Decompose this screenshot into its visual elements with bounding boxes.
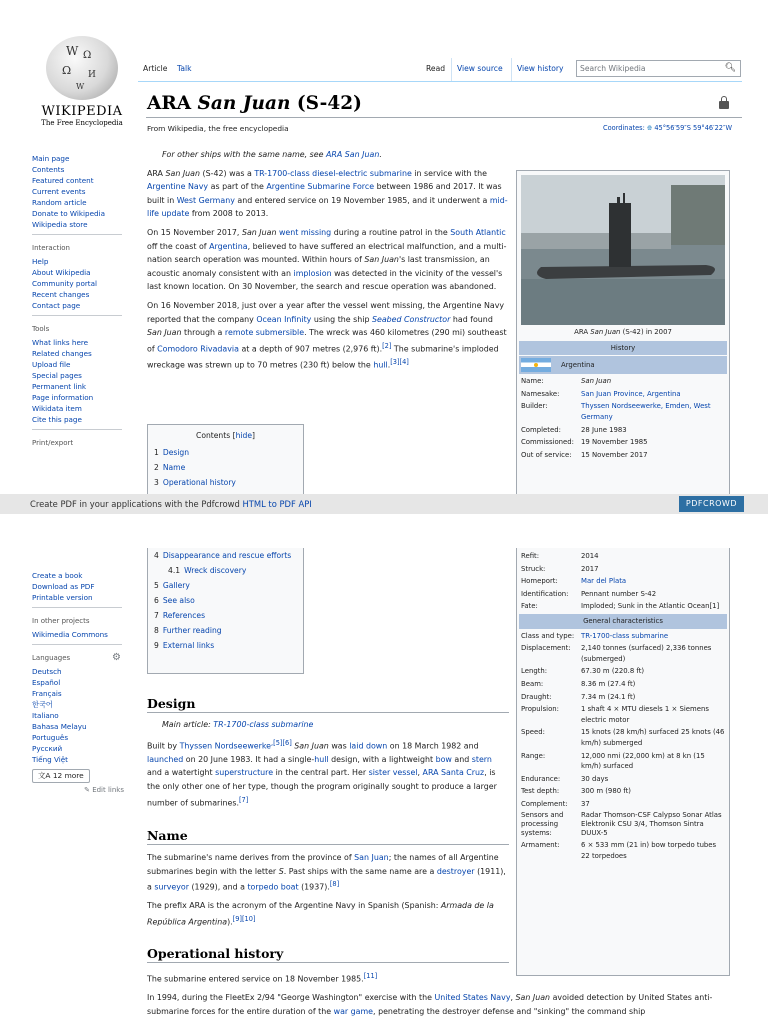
- infobox-label: Speed:: [521, 728, 545, 737]
- infobox-row: [517, 449, 729, 462]
- sidebar-heading-projects: In other projects: [32, 617, 90, 625]
- ops-paragraph-2: In 1994, during the FleetEx 2/94 "George Washington" exercise with the United States Navy, San Juan avoided detection by United States anti-submarine forces for the entire duration of the war game, penetrating the destroyer defense and "sinking" the command ship: [147, 993, 713, 1016]
- sidebar-link[interactable]: Donate to Wikipedia: [32, 209, 105, 218]
- reference-link[interactable]: [3][4]: [390, 357, 409, 366]
- toc-item[interactable]: [154, 475, 297, 490]
- infobox-value[interactable]: TR-1700-class submarine: [581, 631, 669, 640]
- infobox-country: Argentina: [561, 360, 595, 369]
- sidebar-link[interactable]: Contents: [32, 165, 65, 174]
- sidebar-separator: [32, 315, 122, 316]
- infobox-value[interactable]: San Juan Province, Argentina: [581, 389, 681, 398]
- pdfcrowd-banner: [0, 494, 768, 514]
- hatnote-link[interactable]: ARA San Juan: [326, 150, 380, 159]
- infobox-label: Out of service:: [521, 450, 572, 459]
- infobox-value: 15 November 2017: [581, 450, 648, 459]
- infobox-label: Propulsion:: [521, 705, 559, 714]
- infobox-row: [517, 436, 729, 449]
- infobox-value: 6 × 533 mm (21 in) bow torpedo tubes 22 torpedoes: [581, 841, 717, 861]
- link-san-juan[interactable]: San Juan: [354, 853, 389, 862]
- coordinates: [603, 124, 732, 133]
- wikipedia-wordmark: WIKIPEDIA: [41, 104, 123, 119]
- sidebar-heading-languages: Languages ⚙︎: [32, 652, 121, 663]
- link-hull[interactable]: hull: [314, 754, 329, 764]
- infobox-value: Imploded; Sunk in the Atlantic Ocean[1]: [581, 602, 720, 611]
- infobox-general-heading: General characteristics: [519, 614, 727, 629]
- infobox-value: 28 June 1983: [581, 425, 627, 434]
- infobox-value: 12,000 nmi (22,000 km) at 8 kn (15 km/h) surfaced: [581, 751, 705, 771]
- infobox-row: [517, 726, 729, 749]
- infobox-row: [517, 630, 729, 643]
- site-subtitle: From Wikipedia, the free encyclopedia: [147, 124, 289, 133]
- sidebar-link[interactable]: Italiano: [32, 711, 59, 720]
- infobox-row: [517, 424, 729, 437]
- toc-item[interactable]: [154, 445, 297, 460]
- infobox-row: [517, 678, 729, 691]
- globe-icon[interactable]: 🌐︎: [646, 124, 653, 132]
- link-seabed-constructor[interactable]: Seabed Constructor: [371, 314, 451, 324]
- infobox-label: Class and type:: [521, 631, 575, 640]
- infobox-label: Test depth:: [521, 787, 560, 796]
- infobox-history-heading: History: [519, 341, 727, 356]
- link-implosion[interactable]: implosion: [293, 268, 332, 278]
- tab-view-history[interactable]: View history: [511, 58, 569, 81]
- infobox-label: Namesake:: [521, 389, 560, 398]
- sidebar-link[interactable]: Русский: [32, 744, 63, 753]
- infobox-value: 7.34 m (24.1 ft): [581, 692, 636, 701]
- toc-number: 1: [154, 448, 159, 457]
- link-west-germany[interactable]: West Germany: [176, 195, 235, 205]
- wikipedia-logo[interactable]: [35, 36, 129, 127]
- toc-number: 2: [154, 463, 159, 472]
- infobox-value: 19 November 1985: [581, 438, 648, 447]
- infobox-label: Sensors and processing systems:: [521, 811, 564, 838]
- infobox-label: Beam:: [521, 679, 544, 688]
- tab-view-source[interactable]: View source: [451, 58, 508, 81]
- infobox-row: [517, 388, 729, 401]
- toc-title: Contents [hide]: [196, 431, 255, 440]
- infobox-label: Displacement:: [521, 644, 571, 653]
- link-sister-vessel[interactable]: sister vessel: [368, 768, 418, 778]
- infobox-row: [517, 665, 729, 678]
- hatnote: [147, 148, 509, 162]
- table-of-contents-continued: [147, 548, 304, 674]
- infobox-row: [517, 691, 729, 704]
- link-torpedo-boat[interactable]: torpedo boat: [247, 882, 299, 892]
- infobox-row: [517, 575, 729, 588]
- submarine-image: [521, 175, 725, 325]
- sidebar-heading-interaction: Interaction: [32, 244, 70, 252]
- toc-link[interactable]: Name: [162, 463, 186, 472]
- infobox-value: 8.36 m (27.4 ft): [581, 679, 636, 688]
- name-paragraph-2: The prefix ARA is the acronym of the Argentine Navy in Spanish (Spanish: Armada de la República Argentina).[9][10]: [147, 901, 494, 927]
- link-launched[interactable]: launched: [147, 754, 184, 764]
- search-input[interactable]: [576, 60, 741, 77]
- toc-item[interactable]: [154, 623, 297, 638]
- tab-talk[interactable]: Talk: [177, 64, 192, 73]
- link-south-atlantic[interactable]: South Atlantic: [450, 227, 506, 237]
- infobox-row: [517, 563, 729, 576]
- infobox-label: Complement:: [521, 799, 568, 808]
- section-operational-history: [147, 970, 743, 1023]
- infobox-label: Name:: [521, 377, 544, 386]
- reference-link[interactable]: [8]: [329, 880, 340, 889]
- title-prefix: ARA: [147, 93, 198, 114]
- infobox: [516, 170, 730, 494]
- infobox-value[interactable]: Thyssen Nordseewerke, Emden, West Germany: [581, 402, 711, 421]
- toc-number: 3: [154, 478, 159, 487]
- toc-link[interactable]: External links: [162, 641, 215, 650]
- sidebar-link[interactable]: Recent changes: [32, 290, 90, 299]
- toc-link[interactable]: Disappearance and rescue efforts: [162, 551, 292, 560]
- infobox-row: [517, 400, 729, 423]
- sidebar-link[interactable]: 한국어: [32, 700, 53, 709]
- sidebar-link[interactable]: Page information: [32, 393, 94, 402]
- link-submarine-force[interactable]: Argentine Submarine Force: [266, 182, 375, 192]
- infobox-label: Draught:: [521, 692, 552, 701]
- toc-item[interactable]: [154, 608, 297, 623]
- sidebar-link[interactable]: Wikimedia Commons: [32, 630, 108, 639]
- link-tr1700[interactable]: TR-1700-class diesel-electric submarine: [254, 168, 412, 178]
- infobox-value: San Juan: [581, 377, 612, 386]
- infobox-value: 30 days: [581, 774, 609, 783]
- infobox-value: Radar Thomson-CSF Calypso Sonar Atlas Elektronik CSU 3/4, Thomson Sintra DUUX-5: [581, 811, 722, 838]
- infobox-value: 2014: [581, 552, 599, 560]
- link-santa-cruz[interactable]: ARA Santa Cruz: [422, 768, 485, 778]
- sidebar-link[interactable]: Download as PDF: [32, 582, 95, 591]
- sidebar-link[interactable]: Português: [32, 733, 69, 742]
- toc-number: 8: [154, 626, 159, 635]
- toc-item[interactable]: [154, 638, 297, 653]
- infobox-value: 2017: [581, 564, 599, 573]
- infobox-rows-service: [517, 548, 729, 613]
- sidebar-link[interactable]: Bahasa Melayu: [32, 722, 87, 731]
- infobox-label: Struck:: [521, 564, 546, 573]
- infobox-row: [517, 600, 729, 613]
- section-design: [147, 718, 509, 815]
- toc-number: 5: [154, 581, 159, 590]
- sidebar-navigation-continued: [32, 570, 132, 796]
- table-of-contents: [147, 424, 304, 496]
- infobox-row: [517, 550, 729, 563]
- link-destroyer[interactable]: destroyer: [436, 866, 475, 876]
- puzzle-globe-icon: W Ω Ω И W: [46, 36, 118, 100]
- infobox-rows-history: [517, 375, 729, 461]
- pdfcrowd-text: Create PDF in your applications with the Pdfcrowd: [30, 499, 243, 509]
- translate-icon: 文A: [38, 771, 51, 780]
- submarine-photo[interactable]: [521, 175, 725, 325]
- toc-link[interactable]: Further reading: [162, 626, 222, 635]
- section-heading-operational-history: Operational history: [147, 946, 509, 963]
- toc-items-page1: [154, 445, 297, 490]
- page-tabs: [138, 58, 742, 82]
- infobox-value: 2,140 tonnes (surfaced) 2,336 tonnes (submerged): [581, 644, 712, 663]
- toc-link[interactable]: Gallery: [162, 581, 190, 590]
- toc-item[interactable]: [154, 460, 297, 475]
- sidebar-link[interactable]: What links here: [32, 338, 89, 347]
- link-argentine-navy[interactable]: Argentine Navy: [147, 182, 209, 192]
- link-mid-life-update[interactable]: mid-life update: [147, 195, 508, 219]
- infobox-continued: [516, 548, 730, 976]
- link-war-game[interactable]: war game: [333, 1006, 374, 1016]
- coordinates-label: Coordinates:: [603, 124, 645, 132]
- toc-item[interactable]: [154, 593, 297, 608]
- infobox-label: Identification:: [521, 589, 569, 598]
- sidebar-print-links: [32, 570, 132, 603]
- sidebar-link[interactable]: Tiếng Việt: [32, 755, 68, 764]
- section-name: [147, 851, 509, 934]
- sidebar-project-links: [32, 629, 132, 640]
- design-paragraph: Built by Thyssen Nordseewerke$^{,[5][6]}$ San Juan was laid down on 18 March 1982 and launched on 20 June 1983. It had a single-hull design, with a lightweight bow and stern and a watertight superstructure in the central part. Her sister vessel, ARA Santa Cruz, is the only other one of her type, though the program originally sought to produce a larger number of submarines.[7]: [147, 738, 497, 808]
- reference-link[interactable]: [9][10]: [232, 915, 256, 923]
- infobox-rows-characteristics: [517, 630, 729, 863]
- toc-link[interactable]: References: [162, 611, 206, 620]
- toc-number: 6: [154, 596, 159, 605]
- sidebar-link[interactable]: Help: [32, 257, 49, 266]
- pdfcrowd-button[interactable]: PDFCROWD: [679, 496, 744, 512]
- intro-paragraph-2: On 15 November 2017, San Juan went missing during a routine patrol in the South Atlantic off the coast of Argentina, believed to have suffered an electrical malfunction, and a multi-nation search operation was mounted. Within hours of San Juan's last transmission, an acoustic anomaly consistent with an implosion was detected in the vicinity of the vessel's last known location. On 30 November, the search and rescue operation was abandoned.: [147, 227, 507, 292]
- link-bow[interactable]: bow: [435, 754, 452, 764]
- toc-number: 9: [154, 641, 159, 650]
- sidebar-link[interactable]: Español: [32, 678, 61, 687]
- sidebar-link[interactable]: Current events: [32, 187, 86, 196]
- page-title: [147, 93, 362, 114]
- infobox-row: [517, 839, 729, 862]
- infobox-row: [517, 798, 729, 811]
- sidebar-heading-tools: Tools: [32, 325, 50, 333]
- infobox-label: Commissioned:: [521, 438, 574, 447]
- infobox-label: Refit:: [521, 552, 540, 560]
- intro-paragraph-3: On 16 November 2018, just over a year after the vessel went missing, the Argentine Navy reported that the company Ocean Infinity using the ship Seabed Constructor had found San Juan through a remote submersible. The wreck was 460 kilometres (290 mi) southeast of Comodoro Rivadavia at a depth of 907 metres (2,976 ft).[2] The submarine's imploded wreckage was strewn up to 70 metres (230 ft) below the hull.[3][4]: [147, 300, 507, 370]
- toc-hide-toggle[interactable]: hide: [235, 431, 252, 440]
- pdfcrowd-api-link[interactable]: HTML to PDF API: [242, 499, 312, 509]
- link-laid-down[interactable]: laid down: [349, 741, 388, 751]
- more-languages-button[interactable]: 文A 12 more: [32, 769, 90, 783]
- toc-link[interactable]: See also: [162, 596, 195, 605]
- sidebar-link[interactable]: Wikipedia store: [32, 220, 88, 229]
- hatnote-text: For other ships with the same name, see: [162, 150, 327, 159]
- toc-items-page2: [154, 548, 297, 653]
- infobox-value: Pennant number S-42: [581, 589, 657, 598]
- language-settings-gear-icon[interactable]: ⚙︎: [112, 652, 121, 663]
- infobox-row: [517, 750, 729, 773]
- link-stern[interactable]: stern: [471, 754, 492, 764]
- infobox-label: Endurance:: [521, 774, 561, 783]
- toc-number: 7: [154, 611, 159, 620]
- search-placeholder: Search Wikipedia: [580, 64, 646, 73]
- reference-link[interactable]: ,[5][6]: [271, 738, 292, 747]
- sidebar-link[interactable]: Main page: [32, 154, 70, 163]
- pdf-page-2: [0, 548, 768, 1024]
- sidebar-link[interactable]: Upload file: [32, 360, 71, 369]
- sidebar-heading-print: Print/export: [32, 439, 74, 447]
- section-heading-name: Name: [147, 828, 509, 845]
- sidebar-main-links: [32, 153, 132, 230]
- toc-item[interactable]: [154, 578, 297, 593]
- infobox-caption: ARA San Juan (S-42) in 2007: [574, 328, 672, 336]
- reference-link[interactable]: [11]: [363, 972, 378, 980]
- pencil-icon: ✎: [84, 786, 90, 794]
- coordinates-link[interactable]: 45°56′59″S 59°46′22″W: [654, 124, 732, 132]
- wikipedia-tagline: The Free Encyclopedia: [41, 119, 123, 127]
- title-divider: [146, 117, 742, 118]
- title-italic: San Juan: [197, 93, 291, 114]
- intro-paragraph-1: ARA San Juan (S-42) was a TR-1700-class diesel-electric submarine in service with the Argentine Navy as part of the Argentine Submarine Force between 1986 and 2017. It was built in West Germany and entered service on 19 November 1985, and it underwent a mid-life update from 2008 to 2013.: [147, 168, 508, 219]
- sidebar-link[interactable]: Deutsch: [32, 667, 62, 676]
- reference-link[interactable]: [2]: [382, 341, 392, 350]
- infobox-value: 37: [581, 799, 590, 808]
- infobox-label: Builder:: [521, 402, 548, 411]
- infobox-value[interactable]: Mar del Plata: [581, 577, 627, 586]
- edit-links[interactable]: ✎ Edit links: [84, 786, 124, 794]
- sidebar-tools-links: [32, 337, 132, 425]
- link-remote-submersible[interactable]: remote submersible: [224, 328, 305, 338]
- lock-icon[interactable]: [719, 96, 729, 109]
- infobox-label: Length:: [521, 667, 548, 676]
- sidebar-link[interactable]: Cite this page: [32, 415, 82, 424]
- name-paragraph-1: The submarine's name derives from the province of San Juan; the names of all Argentine submarines begin with the letter S. Past ships with the same name are a destroyer (1911), a surveyor (1929), and a torpedo boat (1937).[8]: [147, 853, 506, 892]
- sidebar-separator: [32, 234, 122, 235]
- infobox-label: Fate:: [521, 602, 538, 611]
- link-ocean-infinity[interactable]: Ocean Infinity: [256, 314, 312, 324]
- infobox-row: [517, 703, 729, 726]
- infobox-label: Homeport:: [521, 577, 558, 586]
- link-comodoro-rivadavia[interactable]: Comodoro Rivadavia: [157, 344, 239, 354]
- main-article-note: Main article: TR-1700-class submarine: [162, 720, 314, 729]
- sidebar-language-links: [32, 666, 132, 765]
- toc-item[interactable]: [154, 563, 297, 578]
- toc-link[interactable]: Operational history: [162, 478, 236, 487]
- sidebar-separator: [32, 644, 122, 645]
- sidebar-link[interactable]: Related changes: [32, 349, 92, 358]
- search-icon[interactable]: 🔍︎: [724, 63, 736, 73]
- link-surveyor[interactable]: surveyor: [154, 882, 189, 892]
- infobox-row: [517, 375, 729, 388]
- infobox-label: Completed:: [521, 425, 561, 434]
- toc-item[interactable]: [154, 548, 297, 563]
- link-hull[interactable]: hull: [373, 360, 388, 370]
- infobox-row: [517, 785, 729, 798]
- main-article-link[interactable]: TR-1700-class submarine: [213, 720, 314, 729]
- infobox-row: [517, 810, 729, 839]
- toc-number: 4: [154, 551, 159, 560]
- ops-paragraph-1: The submarine entered service on 18 November 1985.[11]: [147, 972, 378, 984]
- sidebar-navigation: [32, 153, 132, 451]
- tab-read[interactable]: Read: [421, 58, 450, 81]
- sidebar-link[interactable]: Permanent link: [32, 382, 87, 391]
- sidebar-separator: [32, 429, 122, 430]
- sidebar-link[interactable]: Create a book: [32, 571, 83, 580]
- infobox-value: 300 m (980 ft): [581, 787, 631, 796]
- sidebar-link[interactable]: Random article: [32, 198, 87, 207]
- sidebar-link[interactable]: Contact page: [32, 301, 81, 310]
- infobox-value: 1 shaft 4 × MTU diesels 1 × Siemens electric motor: [581, 705, 709, 724]
- article-body-top: [147, 148, 509, 377]
- infobox-row: [517, 642, 729, 665]
- infobox-row: [517, 773, 729, 786]
- section-heading-design: Design: [147, 696, 509, 713]
- sidebar-link[interactable]: Français: [32, 689, 62, 698]
- sidebar-link[interactable]: Featured content: [32, 176, 94, 185]
- sidebar-link[interactable]: Community portal: [32, 279, 98, 288]
- infobox-country-row: [519, 356, 727, 374]
- reference-link[interactable]: [7]: [238, 795, 249, 804]
- sidebar-link[interactable]: About Wikipedia: [32, 268, 91, 277]
- infobox-label: Range:: [521, 751, 546, 760]
- infobox-label: Armament:: [521, 841, 560, 850]
- link-went-missing[interactable]: went missing: [276, 227, 332, 237]
- hatnote-text: .: [379, 150, 382, 159]
- sidebar-link[interactable]: Special pages: [32, 371, 82, 380]
- sidebar-separator: [32, 607, 122, 608]
- argentina-flag-icon[interactable]: [521, 358, 551, 372]
- link-superstructure[interactable]: superstructure: [215, 768, 274, 778]
- sidebar-interaction-links: [32, 256, 132, 311]
- infobox-value: 15 knots (28 km/h) surfaced 25 knots (46 km/h) submerged: [581, 728, 725, 747]
- toc-link[interactable]: Design: [162, 448, 190, 457]
- toc-number: 4.1: [168, 566, 181, 575]
- sidebar-link[interactable]: Printable version: [32, 593, 93, 602]
- infobox-value: 67.30 m (220.8 ft): [581, 667, 645, 676]
- tab-article[interactable]: Article: [138, 58, 172, 81]
- link-argentina[interactable]: Argentina: [209, 241, 248, 251]
- link-thyssen[interactable]: Thyssen Nordseewerke: [179, 741, 272, 751]
- title-suffix: (S-42): [290, 93, 362, 114]
- link-us-navy[interactable]: United States Navy: [434, 993, 511, 1003]
- sidebar-link[interactable]: Wikidata item: [32, 404, 82, 413]
- infobox-row: [517, 588, 729, 601]
- toc-link[interactable]: Wreck discovery: [184, 566, 247, 575]
